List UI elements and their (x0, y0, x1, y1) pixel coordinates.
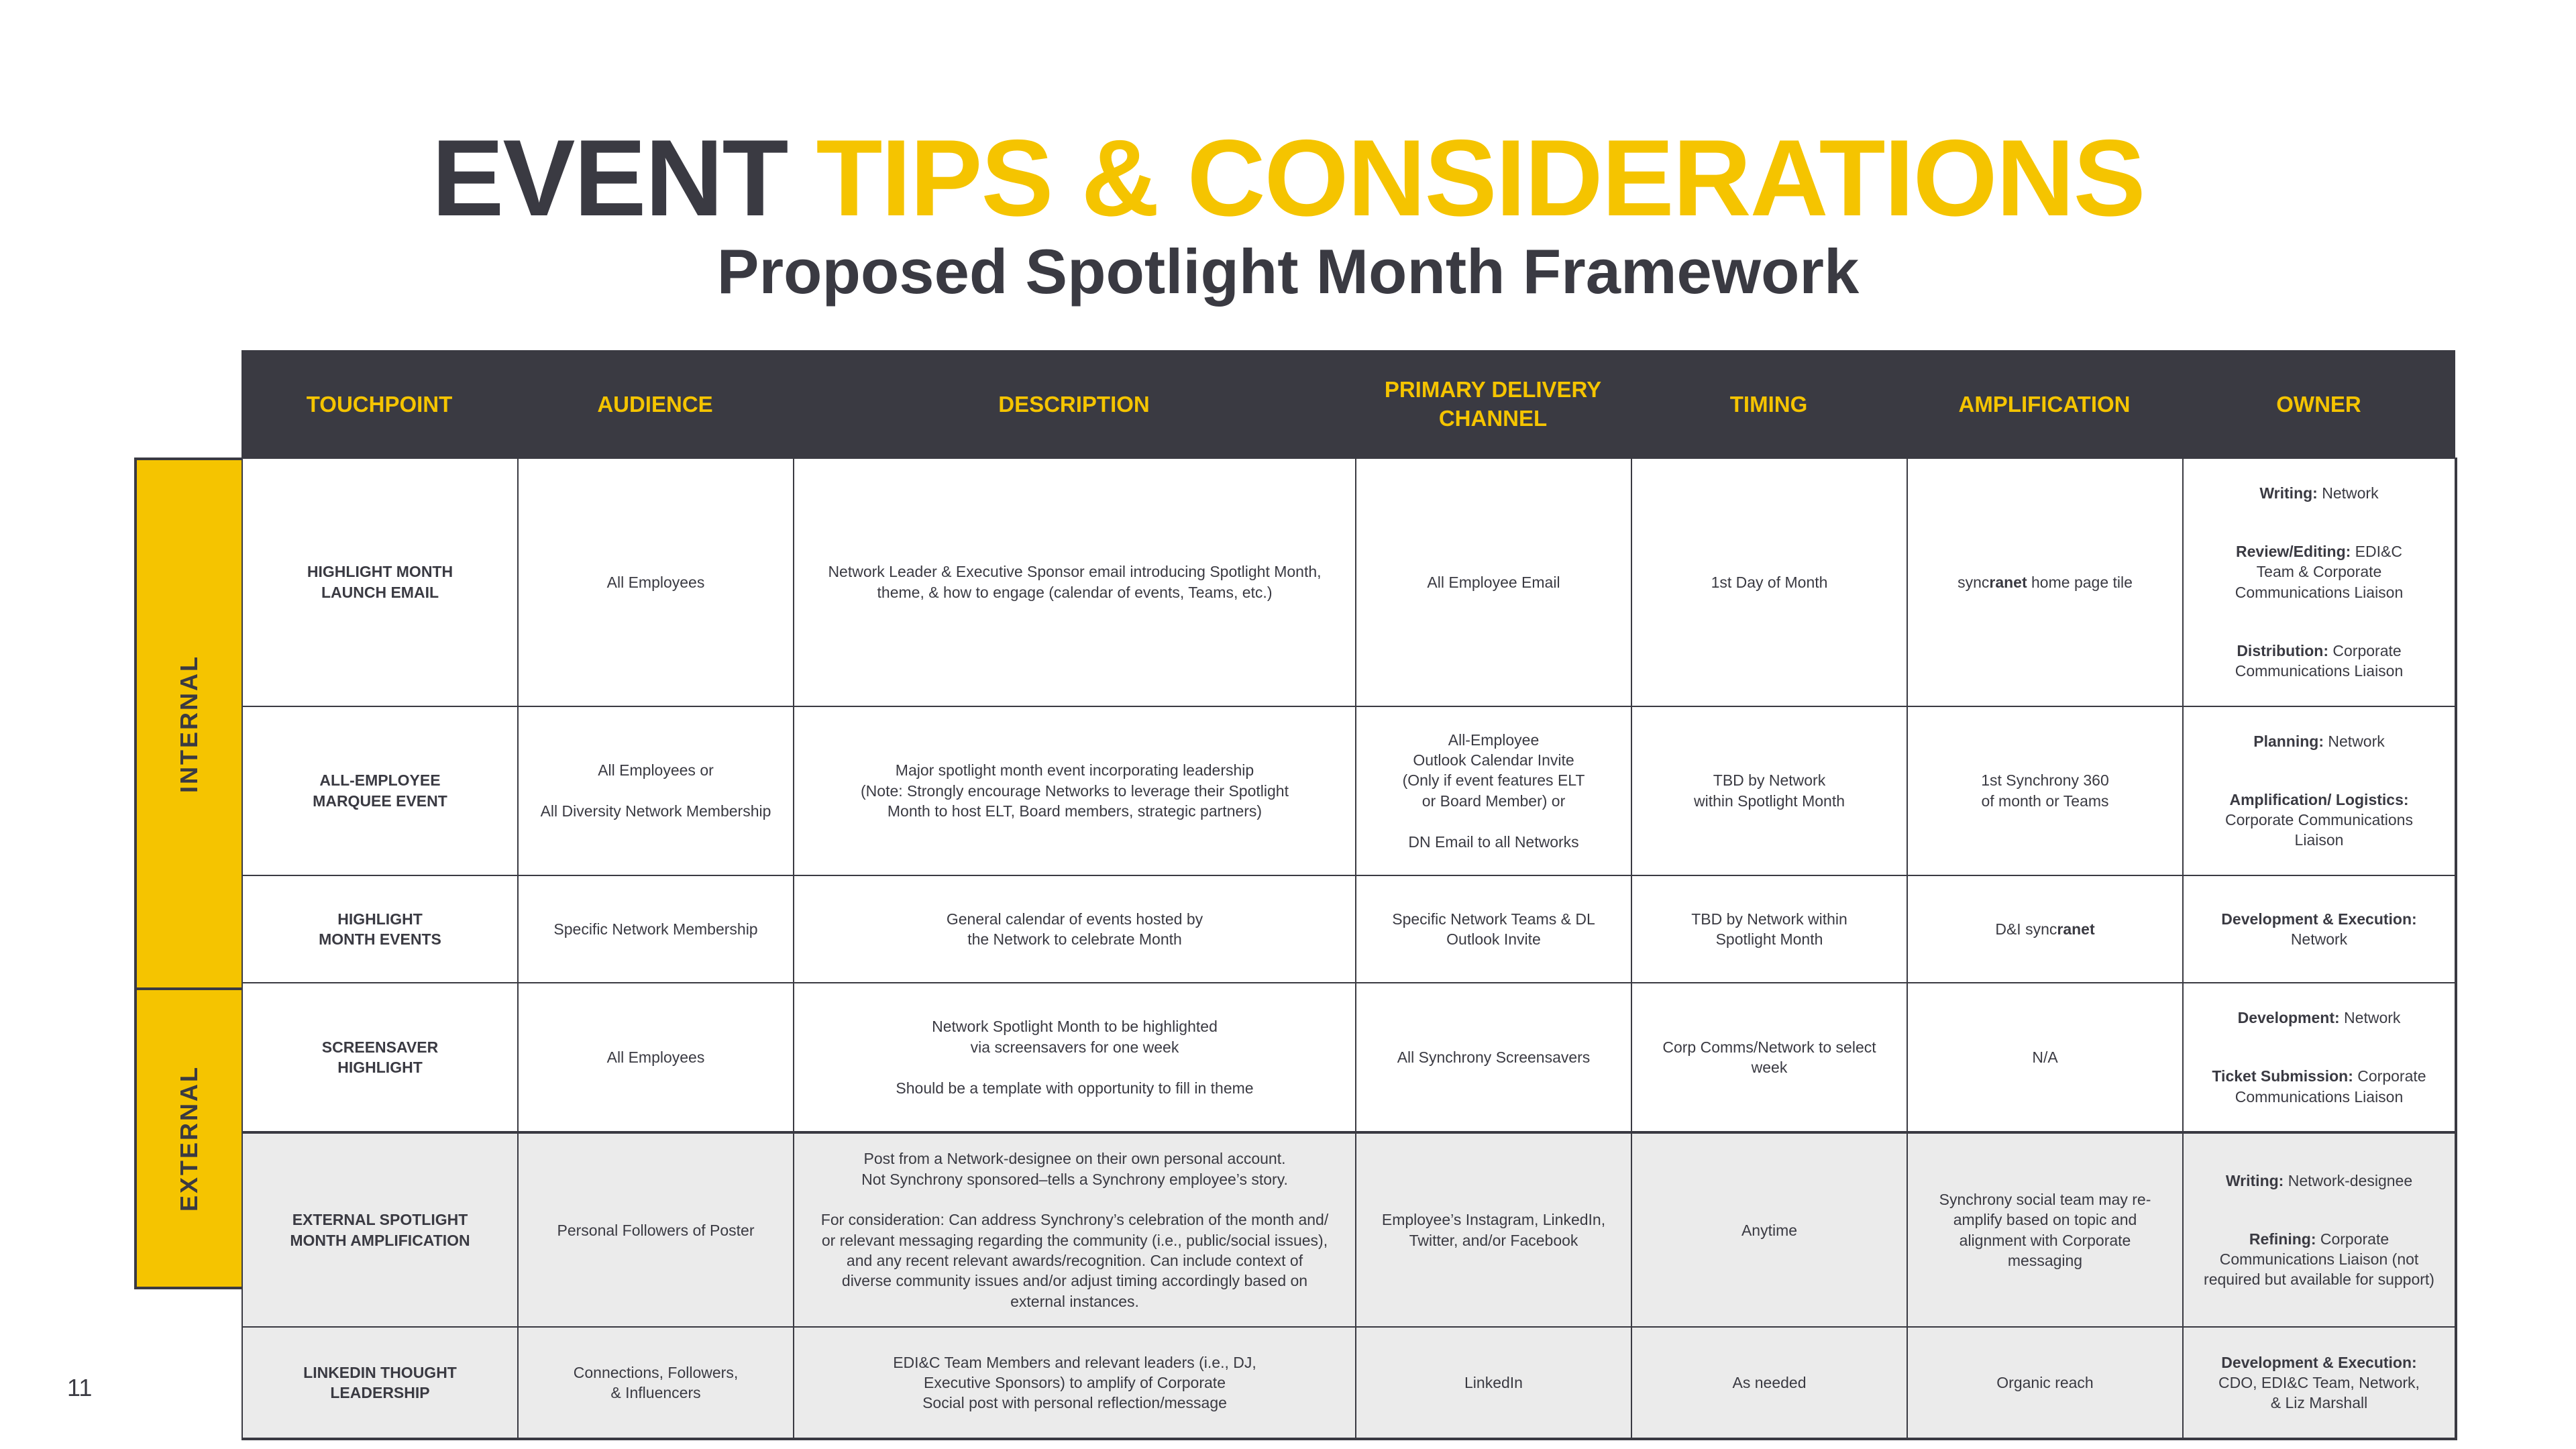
table-header (241, 350, 2455, 459)
touchpoint-cell: SCREENSAVER HIGHLIGHT (242, 983, 518, 1132)
amplification-cell: 1st Synchrony 360 of month or Teams (1907, 706, 2183, 876)
timing-cell: 1st Day of Month (1631, 458, 1907, 706)
timing-cell: Corp Comms/Network to select week (1631, 983, 1907, 1132)
channel-cell: Specific Network Teams & DL Outlook Invite (1356, 875, 1631, 983)
description-cell: Network Spotlight Month to be highlighted via screensavers for one week Should be a template with opportunity to fill in theme (794, 983, 1356, 1132)
section-label-internal (134, 458, 241, 987)
table-row (242, 983, 2456, 1132)
column-header-touchpoint: TOUCHPOINT (306, 391, 453, 417)
owner-cell: Writing: Network Review/Editing: EDI&C Team & Corporate Communications Liaison Distribution: Corporate Communications Liaison (2183, 458, 2456, 706)
touchpoint-cell: HIGHLIGHT MONTH LAUNCH EMAIL (242, 458, 518, 706)
table-row (242, 1132, 2456, 1327)
table-row (242, 1327, 2456, 1439)
touchpoint-cell: ALL-EMPLOYEE MARQUEE EVENT (242, 706, 518, 876)
title-part-tips: TIPS & CONSIDERATIONS (816, 117, 2145, 239)
section-label-external-text: EXTERNAL (175, 1065, 203, 1212)
column-header-owner: OWNER (2276, 391, 2361, 417)
touchpoint-cell: HIGHLIGHT MONTH EVENTS (242, 875, 518, 983)
column-header-channel: PRIMARY DELIVERY CHANNEL (1384, 377, 1602, 431)
page-number: 11 (67, 1374, 93, 1401)
timing-cell: TBD by Network within Spotlight Month (1631, 875, 1907, 983)
touchpoint-cell: LINKEDIN THOUGHT LEADERSHIP (242, 1327, 518, 1439)
touchpoint-cell: EXTERNAL SPOTLIGHT MONTH AMPLIFICATION (242, 1132, 518, 1327)
audience-cell: All Employees or All Diversity Network Membership (518, 706, 794, 876)
audience-cell: Specific Network Membership (518, 875, 794, 983)
timing-cell: Anytime (1631, 1132, 1907, 1327)
amplification-cell: D&I syncranet (1907, 875, 2183, 983)
amplification-cell: N/A (1907, 983, 2183, 1132)
page-subtitle: Proposed Spotlight Month Framework (716, 236, 1860, 307)
column-header-timing: TIMING (1729, 391, 1808, 417)
channel-cell: All-Employee Outlook Calendar Invite (Only if event features ELT or Board Member) or DN Email to all Networks (1356, 706, 1631, 876)
description-cell: Network Leader & Executive Sponsor email introducing Spotlight Month, theme, & how to engage (calendar of events, Teams, etc.) (794, 458, 1356, 706)
audience-cell: All Employees (518, 983, 794, 1132)
table-row (242, 875, 2456, 983)
channel-cell: All Synchrony Screensavers (1356, 983, 1631, 1132)
title-part-event: EVENT (431, 117, 788, 239)
owner-cell: Planning: Network Amplification/ Logistics: Corporate Communications Liaison (2183, 706, 2456, 876)
description-cell: General calendar of events hosted by the Network to celebrate Month (794, 875, 1356, 983)
section-label-internal-text: INTERNAL (175, 655, 203, 793)
audience-cell: Connections, Followers, & Influencers (518, 1327, 794, 1439)
channel-cell: LinkedIn (1356, 1327, 1631, 1439)
timing-cell: TBD by Network within Spotlight Month (1631, 706, 1907, 876)
audience-cell: All Employees (518, 458, 794, 706)
amplification-cell: syncranet home page tile (1907, 458, 2183, 706)
description-cell: Post from a Network-designee on their own personal account. Not Synchrony sponsored–tells a Synchrony employee’s story. For consideration: Can address Synchrony’s celebration of the month and/ or relevant messaging regarding the community (i.e., public/social issues), and any recent relevant awards/recognition. Can include context of diverse community issues and/or adjust timing accordingly based on external instances. (794, 1132, 1356, 1327)
column-header-audience: AUDIENCE (597, 391, 713, 417)
owner-cell: Development & Execution: CDO, EDI&C Team, Network, & Liz Marshall (2183, 1327, 2456, 1439)
section-label-external (134, 987, 241, 1289)
timing-cell: As needed (1631, 1327, 1907, 1439)
table-row (242, 458, 2456, 706)
channel-cell: Employee’s Instagram, LinkedIn, Twitter, and/or Facebook (1356, 1132, 1631, 1327)
owner-cell: Writing: Network-designee Refining: Corporate Communications Liaison (not required but available for support) (2183, 1132, 2456, 1327)
table-row (242, 706, 2456, 876)
page-title (0, 117, 2576, 239)
description-cell: Major spotlight month event incorporating leadership (Note: Strongly encourage Networks to leverage their Spotlight Month to host ELT, Board members, strategic partners) (794, 706, 1356, 876)
channel-cell: All Employee Email (1356, 458, 1631, 706)
column-header-description: DESCRIPTION (998, 391, 1150, 417)
description-cell: EDI&C Team Members and relevant leaders (i.e., DJ, Executive Sponsors) to amplify of Corporate Social post with personal reflection/message (794, 1327, 1356, 1439)
owner-cell: Development & Execution: Network (2183, 875, 2456, 983)
amplification-cell: Synchrony social team may re- amplify based on topic and alignment with Corporate messaging (1907, 1132, 2183, 1327)
audience-cell: Personal Followers of Poster (518, 1132, 794, 1327)
column-header-amplification: AMPLIFICATION (1958, 391, 2131, 417)
owner-cell: Development: Network Ticket Submission: Corporate Communications Liaison (2183, 983, 2456, 1132)
amplification-cell: Organic reach (1907, 1327, 2183, 1439)
framework-table (241, 458, 2457, 1440)
